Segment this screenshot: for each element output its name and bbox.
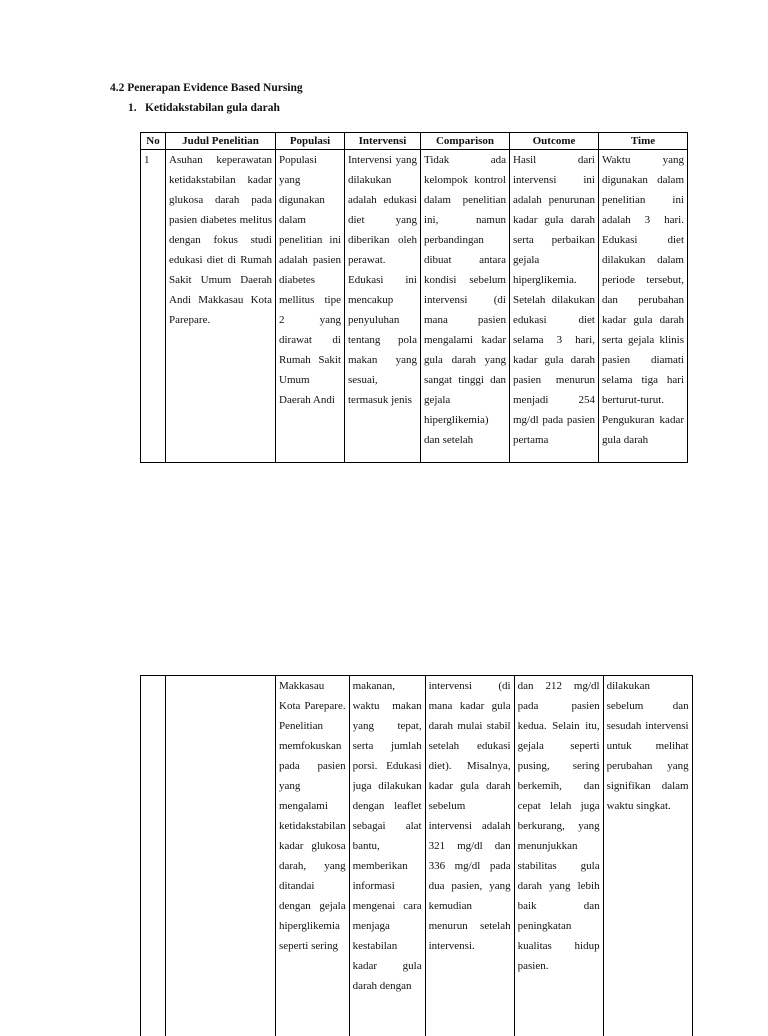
table-row xyxy=(141,150,688,463)
header-outcome: Outcome xyxy=(510,133,599,150)
cell-populasi: Makkasau Kota Parepare. Penelitian memfokuskan pada pasien yang mengalami ketidakstabilan kadar glukosa darah, yang ditandai dengan gejala hiperglikemia seperti sering xyxy=(276,676,350,1036)
subsection-heading xyxy=(128,102,280,114)
cell-judul: Asuhan keperawatan ketidakstabilan kadar glukosa darah pada pasien diabetes melitus dengan fokus studi edukasi diet di Rumah Sakit Umum Daerah Andi Makkasau Kota Parepare. xyxy=(166,150,276,463)
header-time: Time xyxy=(599,133,688,150)
subsection-number: 1. xyxy=(128,102,145,114)
cell-comparison: intervensi (di mana kadar gula darah mulai stabil setelah edukasi diet). Misalnya, kadar gula darah sebelum intervensi adalah 321 mg/dl dan 336 mg/dl pada dua pasien, yang kemudian menurun setelah intervensi. xyxy=(425,676,514,1036)
header-comparison: Comparison xyxy=(421,133,510,150)
cell-judul xyxy=(166,676,276,1036)
cell-comparison: Tidak ada kelompok kontrol dalam penelitian ini, namun perbandingan dibuat antara kondisi sebelum intervensi (di mana pasien mengalami kadar gula darah yang sangat tinggi dan gejala hiperglikemia) dan setelah xyxy=(421,150,510,463)
section-heading: 4.2 Penerapan Evidence Based Nursing xyxy=(110,82,303,94)
cell-time: Waktu yang digunakan dalam penelitian ini adalah 3 hari. Edukasi diet dilakukan dalam periode tersebut, dan perubahan kadar gula darah serta gejala klinis pasien diamati selama tiga hari berturut-turut. Pengukuran kadar gula darah xyxy=(599,150,688,463)
header-no: No xyxy=(141,133,166,150)
table-row xyxy=(141,676,693,1036)
header-populasi: Populasi xyxy=(276,133,345,150)
header-intervensi: Intervensi xyxy=(345,133,421,150)
cell-outcome: Hasil dari intervensi ini adalah penurunan kadar gula darah serta perbaikan gejala hiperglikemia. Setelah dilakukan edukasi diet selama 3 hari, kadar gula darah pasien menurun menjadi 254 mg/dl pada pasien pertama xyxy=(510,150,599,463)
cell-intervensi: Intervensi yang dilakukan adalah edukasi diet yang diberikan oleh perawat. Edukasi ini mencakup penyuluhan tentang pola makan yang sesuai, termasuk jenis xyxy=(345,150,421,463)
header-judul-penelitian: Judul Penelitian xyxy=(166,133,276,150)
evidence-table-page-2 xyxy=(140,675,693,1036)
cell-populasi: Populasi yang digunakan dalam penelitian ini adalah pasien diabetes mellitus tipe 2 yang dirawat di Rumah Sakit Umum Daerah Andi xyxy=(276,150,345,463)
cell-no: 1 xyxy=(141,150,166,463)
cell-outcome: dan 212 mg/dl pada pasien kedua. Selain itu, gejala seperti pusing, sering berkemih, dan cepat lelah juga berkurang, yang menunjukkan stabilitas gula darah yang lebih baik dan peningkatan kualitas hidup pasien. xyxy=(514,676,603,1036)
cell-time: dilakukan sebelum dan sesudah intervensi untuk melihat perubahan yang signifikan dalam waktu singkat. xyxy=(603,676,692,1036)
evidence-table-page-1 xyxy=(140,132,688,463)
cell-intervensi: makanan, waktu makan yang tepat, serta jumlah porsi. Edukasi juga dilakukan dengan leaflet sebagai alat bantu, memberikan informasi mengenai cara menjaga kestabilan kadar gula darah dengan xyxy=(349,676,425,1036)
subsection-title: Ketidakstabilan gula darah xyxy=(145,102,280,114)
cell-no xyxy=(141,676,166,1036)
table-header-row xyxy=(141,133,688,150)
